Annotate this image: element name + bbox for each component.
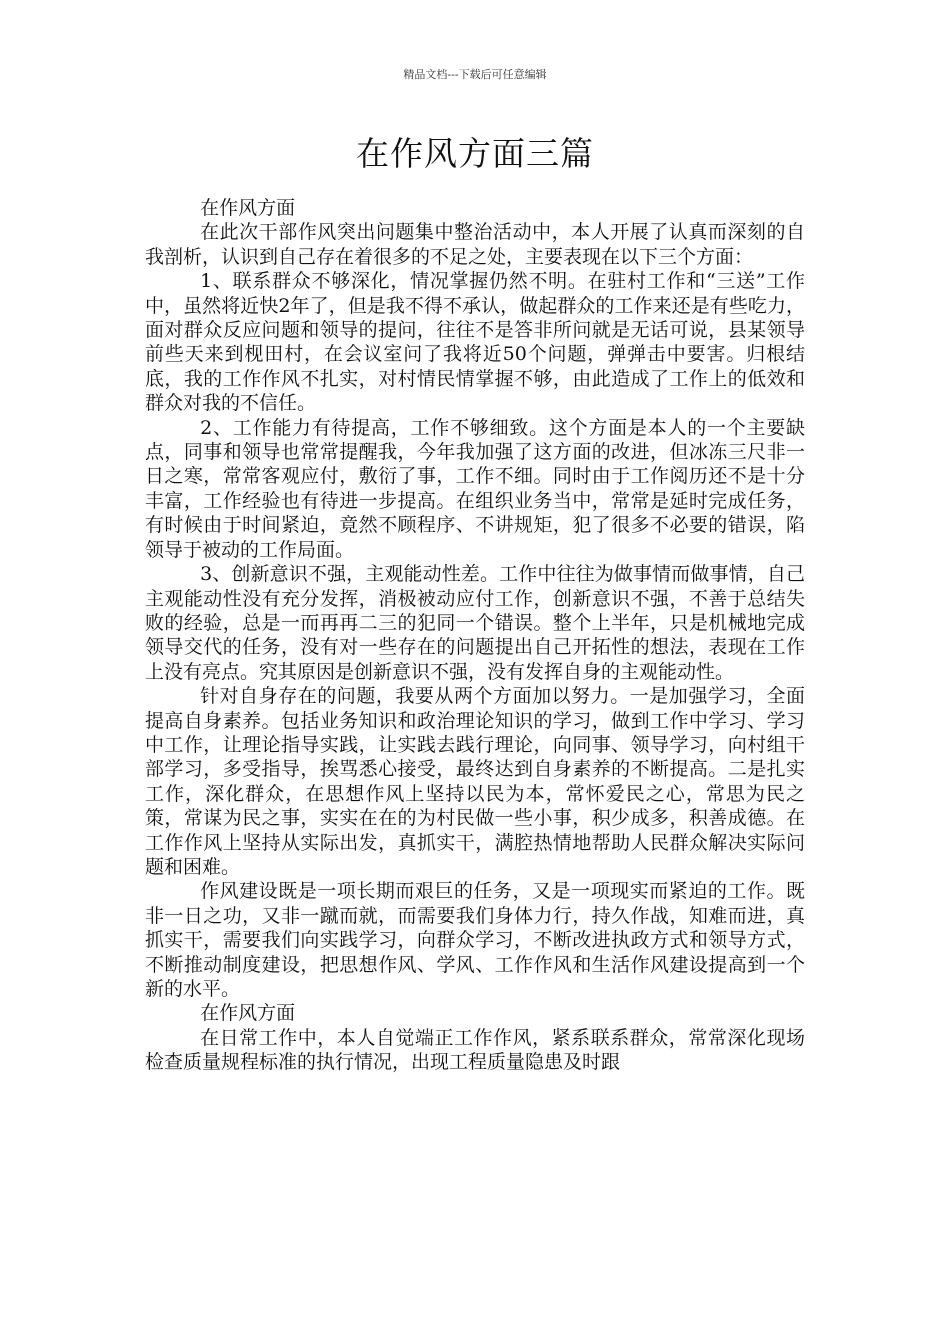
paragraph: 作风建设既是一项长期而艰巨的任务，又是一项现实而紧迫的工作。既非一日之功，又非一蹴而就，而需要我们身体力行，持久作战，知难而进，真抓实干，需要我们向实践学习，向群众学习，不断改进执政方式和领导方式，不断推动制度建设，把思想作风、学风、工作作风和生活作风建设提高到一个新的水平。 bbox=[145, 880, 805, 1000]
paragraph: 针对自身存在的问题，我要从两个方面加以努力。一是加强学习，全面提高自身素养。包括业务知识和政治理论知识的学习，做到工作中学习、学习中工作，让理论指导实践，让实践去践行理论，向同事、领导学习，向村组干部学习，多受指导，挨骂悉心接受，最终达到自身素养的不断提高。二是扎实工作，深化群众，在思想作风上坚持以民为本，常怀爱民之心，常思为民之策，常谋为民之事，实实在在的为村民做一些小事，积少成多，积善成德。在工作作风上坚持从实际出发，真抓实干，满腔热情地帮助人民群众解决实际问题和困难。 bbox=[145, 685, 805, 878]
document-title: 在作风方面三篇 bbox=[356, 134, 594, 173]
document-body bbox=[145, 196, 805, 1075]
section-heading: 在作风方面 bbox=[200, 197, 296, 219]
paragraph: 2、工作能力有待提高，工作不够细致。这个方面是本人的一个主要缺点，同事和领导也常常提醒我，今年我加强了这方面的改进，但冰冻三尺非一日之寒，常常客观应付，敷衍了事，工作不细。同时由于工作阅历还不是十分丰富，工作经验也有待进一步提高。在组织业务当中，常常是延时完成任务，有时候由于时间紧迫，竟然不顾程序、不讲规矩，犯了很多不必要的错误，陷领导于被动的工作局面。 bbox=[145, 416, 805, 561]
paragraph: 3、创新意识不强，主观能动性差。工作中往往为做事情而做事情，自己主观能动性没有充分发挥，消极被动应付工作，创新意识不强，不善于总结失败的经验，总是一而再再二三的犯同一个错误。整个上半年，只是机械地完成领导交代的任务，没有对一些存在的问题提出自己开拓性的想法，表现在工作上没有亮点。究其原因是创新意识不强，没有发挥自身的主观能动性。 bbox=[145, 563, 805, 683]
section-heading: 在作风方面 bbox=[200, 1002, 296, 1025]
paragraph: 1、联系群众不够深化，情况掌握仍然不明。在驻村工作和“三送”工作中，虽然将近快2年了，但是我不得不承认，做起群众的工作来还是有些吃力，面对群众反应问题和领导的提问，往往不是答非所问就是无话可说，县某领导前些天来到枧田村，在会议室问了我将近50个问题，弹弹击中要害。归根结底，我的工作作风不扎实，对村情民情掌握不够，由此造成了工作上的低效和群众对我的不信任。 bbox=[145, 270, 805, 415]
paragraph: 在此次干部作风突出问题集中整治活动中，本人开展了认真而深刻的自我剖析，认识到自己存在着很多的不足之处，主要表现在以下三个方面： bbox=[145, 221, 805, 268]
header-note: 精品文档---下载后可任意编辑 bbox=[403, 68, 547, 81]
paragraph: 在日常工作中，本人自觉端正工作作风，紧系联系群众，常常深化现场检查质量规程标准的执行情况，出现工程质量隐患及时跟 bbox=[145, 1026, 805, 1074]
